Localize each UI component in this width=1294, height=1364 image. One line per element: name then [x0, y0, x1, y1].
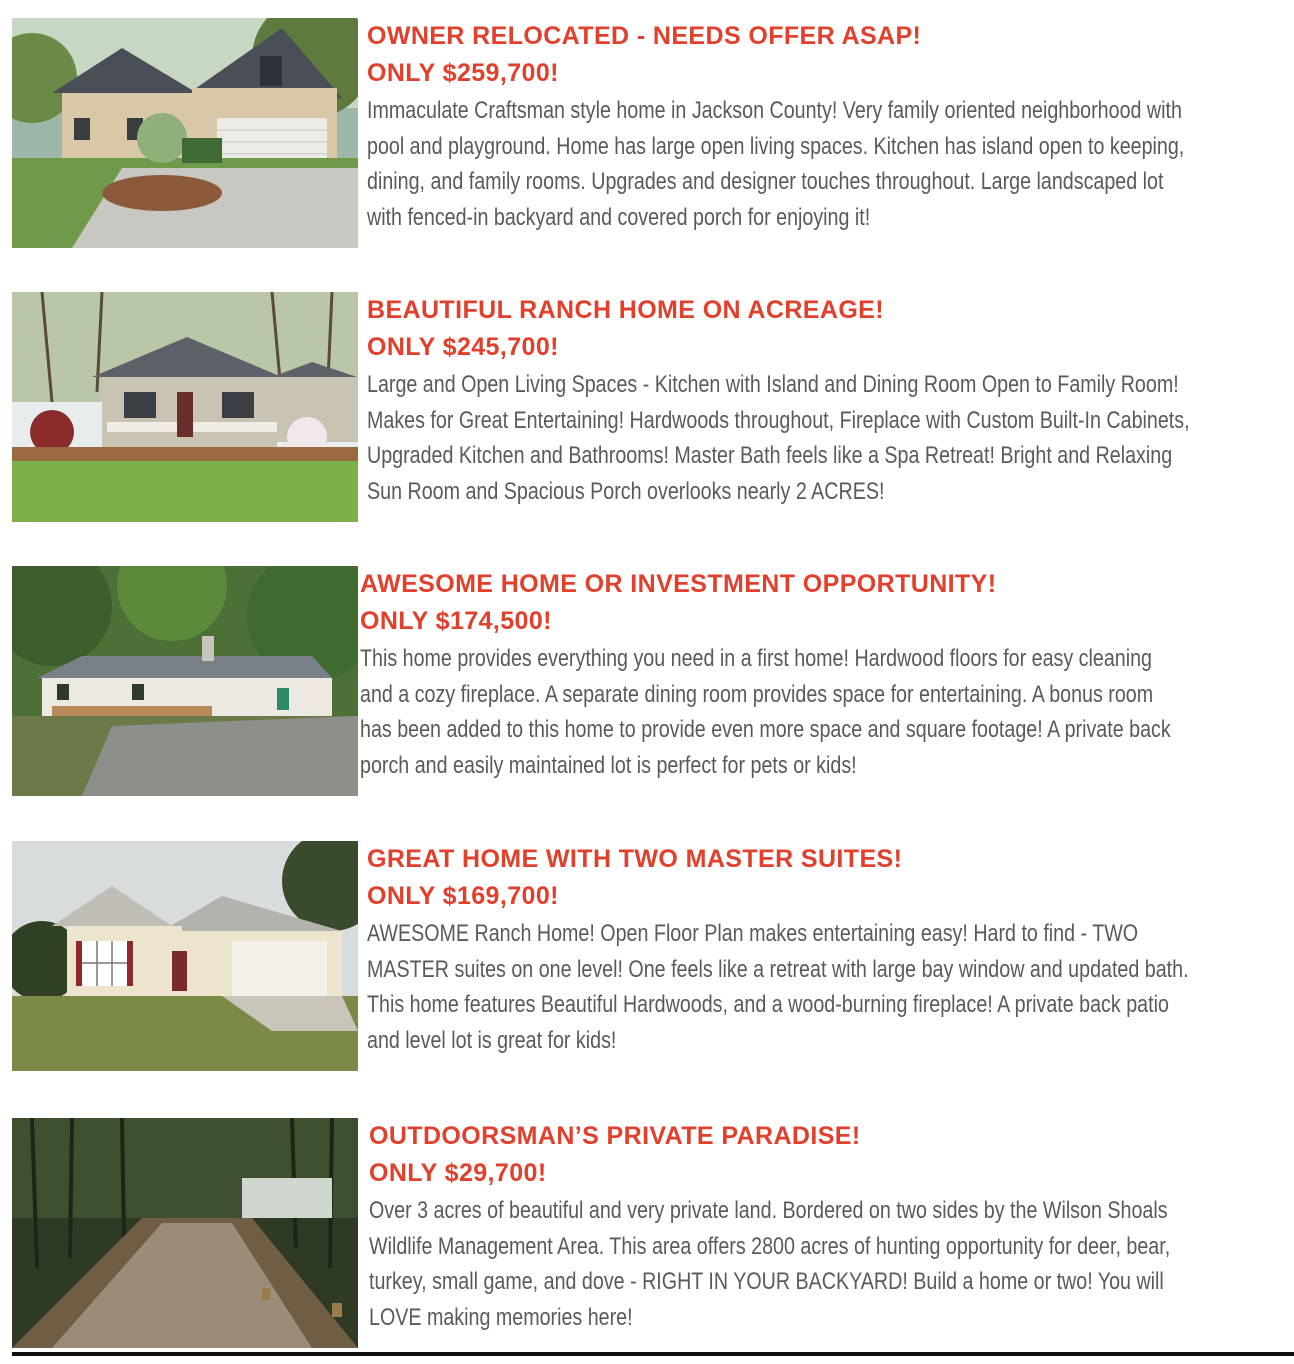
listing-photo — [12, 1118, 358, 1348]
cream-house-photo — [12, 841, 358, 1071]
listing-headline: BEAUTIFUL RANCH HOME ON ACREAGE! — [367, 296, 884, 324]
listing-description: AWESOME Ranch Home! Open Floor Plan makes entertaining easy! Hard to find - TWO MASTER suites on one level! One feels like a retreat with large bay window and updated bath. This home features Beautiful Hardwoods, and a wood-burning fireplace! A private back patio and level lot is great for kids! — [367, 920, 1189, 1054]
listing-price: ONLY $29,700! — [369, 1159, 547, 1187]
craftsman-house-photo — [12, 18, 358, 248]
listing-photo — [12, 18, 358, 248]
listing-3 — [0, 566, 1294, 798]
listing-photo — [12, 292, 358, 522]
listing-4 — [0, 841, 1294, 1073]
listing-1 — [0, 18, 1294, 250]
listing-description: This home provides everything you need in a first home! Hardwood floors for easy cleaning and a cozy fireplace. A separate dining room provides space for entertaining. A bonus room has been added to this home to provide even more space and square footage! A private back porch and easily maintained lot is perfect for pets or kids! — [360, 645, 1171, 779]
listing-description: Over 3 acres of beautiful and very private land. Bordered on two sides by the Wilson Shoals Wildlife Management Area. This area offers 2800 acres of hunting opportunity for deer, bear, turkey, small game, and dove - RIGHT IN YOUR BACKYARD! Build a home or two! You will LOVE making memories here! — [369, 1197, 1171, 1331]
listing-photo — [12, 841, 358, 1071]
listing-headline: AWESOME HOME OR INVESTMENT OPPORTUNITY! — [360, 570, 997, 598]
listing-price: ONLY $259,700! — [367, 59, 559, 87]
listing-text — [367, 292, 1267, 509]
listing-5 — [0, 1118, 1294, 1350]
listing-price: ONLY $174,500! — [360, 607, 552, 635]
listing-headline: OWNER RELOCATED - NEEDS OFFER ASAP! — [367, 22, 922, 50]
white-house-in-woods-photo — [12, 566, 358, 796]
listing-price: ONLY $245,700! — [367, 333, 559, 361]
ranch-house-photo — [12, 292, 358, 522]
listing-price: ONLY $169,700! — [367, 882, 559, 910]
listing-text — [360, 566, 1260, 783]
listing-headline: GREAT HOME WITH TWO MASTER SUITES! — [367, 845, 903, 873]
listing-text — [367, 18, 1267, 235]
listing-text — [369, 1118, 1269, 1335]
listing-description: Large and Open Living Spaces - Kitchen with Island and Dining Room Open to Family Room! Makes for Great Entertaining! Hardwoods throughout, Fireplace with Custom Built-In Cabinets, Upgraded Kitchen and Bathrooms! Master Bath feels like a Spa Retreat! Bright and Relaxing Sun Room and Spacious Porch overlooks nearly 2 ACRES! — [367, 371, 1190, 505]
listing-headline: OUTDOORSMAN’S PRIVATE PARADISE! — [369, 1122, 861, 1150]
listing-text — [367, 841, 1267, 1058]
listing-2 — [0, 292, 1294, 524]
bottom-divider — [12, 1352, 1294, 1356]
listing-photo — [12, 566, 358, 796]
listing-description: Immaculate Craftsman style home in Jackson County! Very family oriented neighborhood with pool and playground. Home has large open living spaces. Kitchen has island open to keeping, dining, and family rooms. Upgrades and designer touches throughout. Large landscaped lot with fenced-in backyard and covered porch for enjoying it! — [367, 97, 1185, 231]
dirt-road-photo — [12, 1118, 358, 1348]
